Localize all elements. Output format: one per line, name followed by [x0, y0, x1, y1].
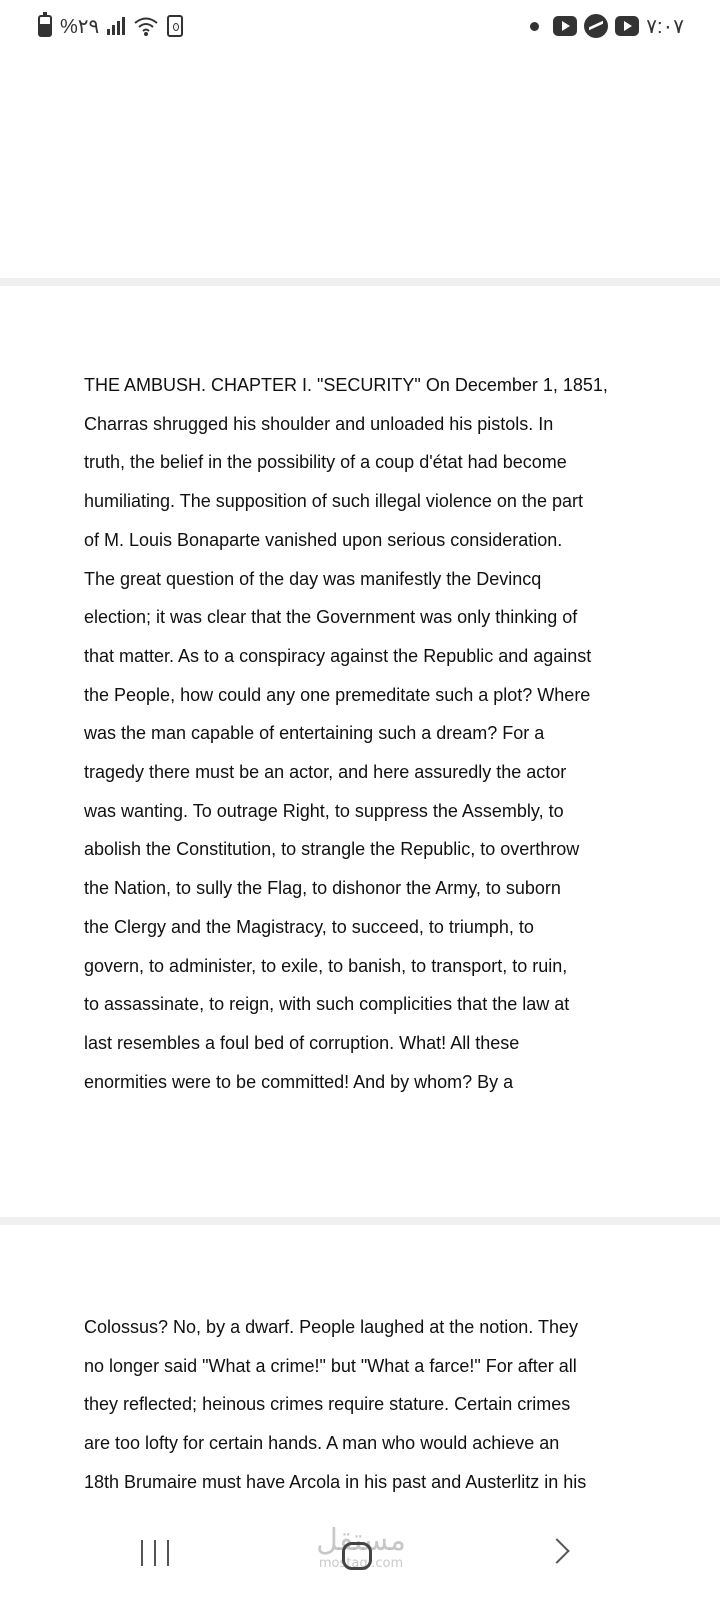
text-line: that matter. As to a conspiracy against the Republic and against: [84, 645, 592, 666]
text-line: was the man capable of entertaining such a dream? For a: [84, 723, 545, 744]
text-line: humiliating. The supposition of such illegal violence on the part: [84, 491, 583, 512]
notification-dot-icon: [530, 22, 539, 31]
text-line: truth, the belief in the possibility of a coup d'état had become: [84, 452, 567, 473]
text-line: Charras shrugged his shoulder and unloaded his pistols. In: [84, 413, 554, 434]
text-line: the Nation, to sully the Flag, to dishonor the Army, to suborn: [84, 878, 561, 899]
text-line: election; it was clear that the Government was only thinking of: [84, 607, 578, 628]
home-button[interactable]: [342, 1542, 372, 1570]
text-line: are too lofty for certain hands. A man who would achieve an: [84, 1433, 560, 1454]
status-bar: [0, 0, 720, 52]
recent-apps-button[interactable]: [141, 1540, 169, 1566]
text-line: 18th Brumaire must have Arcola in his past and Austerlitz in his: [84, 1471, 587, 1492]
status-left-group: [38, 12, 183, 40]
battery-percent: %۲۹: [60, 15, 100, 38]
text-line: govern, to administer, to exile, to banish, to transport, to ruin,: [84, 955, 568, 976]
text-line: the Clergy and the Magistracy, to succeed, to triumph, to: [84, 916, 534, 937]
text-line: no longer said "What a crime!" but "What a farce!" For after all: [84, 1355, 577, 1376]
text-line: tragedy there must be an actor, and here assuredly the actor: [84, 762, 567, 783]
wifi-icon: [133, 15, 159, 37]
watermark-arabic: مستقل: [316, 1523, 406, 1558]
battery-icon: [38, 15, 52, 37]
text-line: was wanting. To outrage Right, to suppress the Assembly, to: [84, 800, 564, 821]
youtube-icon: [615, 16, 639, 36]
recent-apps-icon: [154, 1540, 156, 1566]
clock: ۷:۰۷: [646, 15, 684, 38]
recent-apps-icon: [141, 1540, 143, 1566]
youtube-icon: [553, 16, 577, 36]
page-divider: [0, 278, 720, 286]
watermark-latin: mostaql.com: [318, 1556, 404, 1571]
recent-apps-icon: [167, 1540, 169, 1566]
text-line: enormities were to be committed! And by whom? By a: [84, 1071, 514, 1092]
text-line: the People, how could any one premeditate such a plot? Where: [84, 684, 591, 705]
usb-icon: [167, 15, 183, 37]
page-divider: [0, 1217, 720, 1225]
document-page-2: [84, 1308, 644, 1502]
back-button[interactable]: [544, 1538, 569, 1563]
text-line: they reflected; heinous crimes require stature. Certain crimes: [84, 1394, 571, 1415]
text-line: to assassinate, to reign, with such complicities that the law at: [84, 994, 570, 1015]
text-line: THE AMBUSH. CHAPTER I. "SECURITY" On December 1, 1851,: [84, 375, 608, 395]
text-line: of M. Louis Bonaparte vanished upon serious consideration.: [84, 529, 563, 550]
navigation-bar: [0, 1508, 720, 1600]
signal-icon: [107, 17, 125, 35]
status-right-group: [530, 12, 684, 40]
text-line: abolish the Constitution, to strangle the Republic, to overthrow: [84, 839, 580, 860]
text-line: last resembles a foul bed of corruption. What! All these: [84, 1032, 520, 1053]
text-line: Colossus? No, by a dwarf. People laughed at the notion. They: [84, 1317, 578, 1337]
text-line: The great question of the day was manifestly the Devincq: [84, 568, 542, 589]
messenger-icon: [584, 14, 608, 38]
document-page-1: [84, 366, 644, 1101]
